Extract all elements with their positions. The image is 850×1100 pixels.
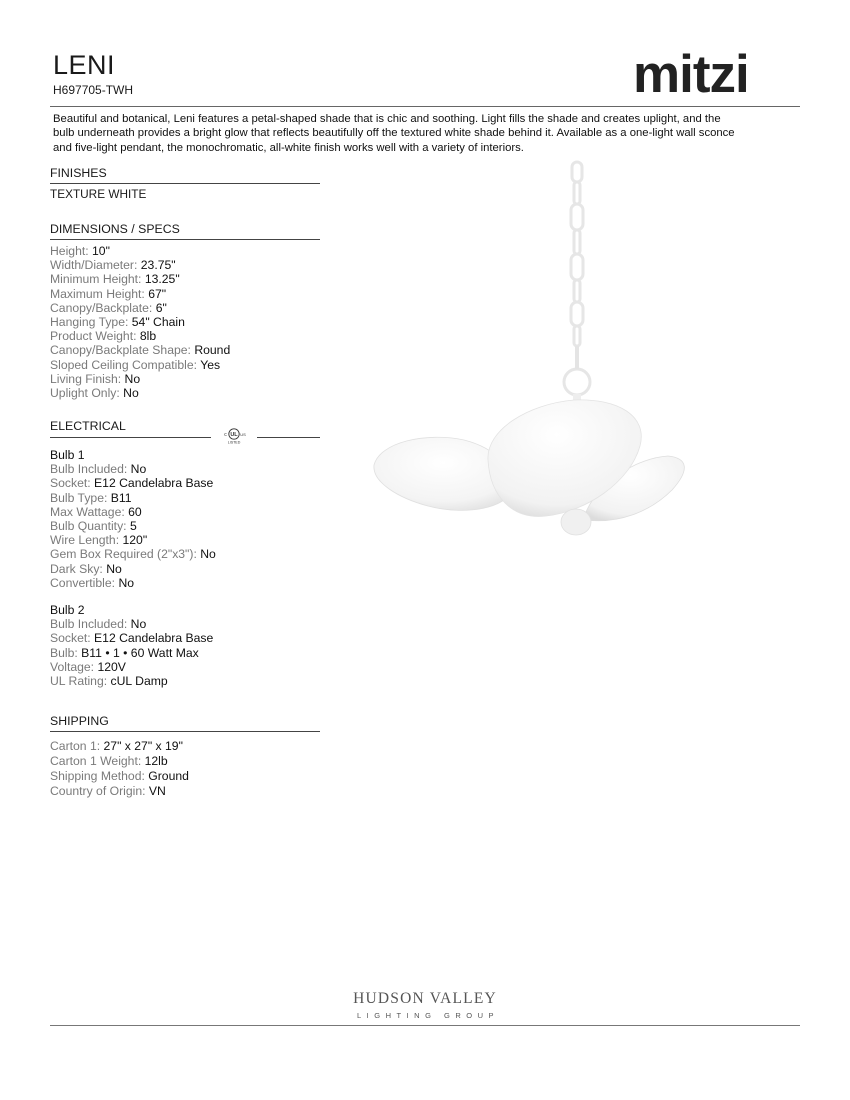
electrical-section-header: [50, 419, 320, 434]
spec-value: 6": [155, 300, 167, 315]
spec-label: Convertible:: [50, 575, 116, 590]
footer-brand-line1: HUDSON VALLEY: [353, 990, 497, 1007]
spec-row: [50, 533, 216, 547]
spec-value: 8lb: [139, 329, 157, 344]
spec-label: Bulb Type:: [50, 490, 108, 505]
description-line: Beautiful and botanical, Leni features a petal-shaped shade that is chic and soothing. Light fills the shade and creates uplight, and the: [53, 113, 721, 125]
spec-value: VN: [148, 784, 166, 798]
spec-label: Living Finish:: [50, 371, 122, 386]
spec-value: No: [124, 371, 141, 386]
spec-label: Carton 1:: [50, 739, 101, 753]
electrical-divider: [50, 437, 211, 438]
spec-value: No: [106, 561, 122, 576]
spec-value: 120": [122, 533, 148, 548]
bulb1-title: Bulb 1: [50, 448, 85, 462]
spec-label: UL Rating:: [50, 674, 108, 689]
spec-row: [50, 646, 213, 660]
spec-label: Max Wattage:: [50, 504, 125, 519]
spec-row: [50, 674, 213, 688]
electrical-title: ELECTRICAL: [50, 419, 126, 433]
spec-value: Yes: [200, 357, 221, 372]
finishes-section-header: [50, 166, 320, 184]
spec-label: Bulb Quantity:: [50, 519, 127, 534]
footer-divider: [50, 1025, 800, 1026]
finishes-title: FINISHES: [50, 166, 107, 180]
spec-label: Shipping Method:: [50, 769, 145, 783]
ul-mark-text: UL: [230, 432, 238, 439]
spec-row: [50, 329, 230, 343]
spec-value: 5: [129, 519, 137, 534]
spec-label: Socket:: [50, 476, 91, 491]
ul-listed-icon: [221, 427, 247, 445]
spec-row: [50, 739, 189, 754]
shipping-title: SHIPPING: [50, 714, 109, 728]
spec-row: [50, 547, 216, 561]
spec-value: 23.75": [140, 258, 176, 273]
product-sku: H697705-TWH: [53, 83, 134, 97]
brand-logo: mitzi: [633, 45, 749, 104]
footer-brand-line2: LIGHTING GROUP: [356, 1011, 499, 1020]
spec-value: B11 • 1 • 60 Watt Max: [81, 645, 199, 660]
spec-row: [50, 343, 230, 357]
bulb2-title: Bulb 2: [50, 603, 85, 617]
dimensions-list: [50, 244, 230, 400]
spec-label: Sloped Ceiling Compatible:: [50, 357, 198, 372]
spec-row: [50, 315, 230, 329]
spec-label: Maximum Height:: [50, 286, 145, 301]
spec-row: [50, 769, 189, 784]
spec-value: 54" Chain: [131, 315, 185, 330]
spec-label: Canopy/Backplate Shape:: [50, 343, 191, 358]
spec-row: [50, 519, 216, 533]
spec-label: Gem Box Required (2"x3"):: [50, 547, 197, 562]
pendant-light-image: [368, 160, 688, 550]
finish-value: TEXTURE WHITE: [50, 187, 147, 201]
spec-label: Height:: [50, 244, 89, 258]
spec-label: Dark Sky:: [50, 561, 103, 576]
spec-label: Bulb Included:: [50, 462, 128, 477]
spec-label: Voltage:: [50, 659, 95, 674]
spec-label: Bulb:: [50, 645, 78, 660]
spec-row: [50, 754, 189, 769]
spec-value: 120V: [97, 659, 126, 674]
finishes-divider: [50, 183, 320, 184]
spec-row: [50, 287, 230, 301]
spec-row: [50, 491, 216, 505]
spec-row: [50, 244, 230, 258]
spec-value: 67": [148, 286, 167, 301]
shipping-list: [50, 739, 189, 799]
spec-row: [50, 631, 213, 645]
bulb1-list: [50, 462, 216, 590]
spec-value: 12lb: [144, 754, 168, 768]
spec-value: No: [200, 547, 216, 562]
spec-row: [50, 505, 216, 519]
product-description: [53, 112, 798, 155]
spec-row: [50, 617, 213, 631]
spec-row: [50, 258, 230, 272]
spec-label: Product Weight:: [50, 329, 137, 344]
spec-label: Socket:: [50, 631, 91, 646]
spec-value: Ground: [148, 769, 189, 783]
ul-listed-text: LISTED: [227, 440, 241, 445]
spec-value: B11: [110, 490, 132, 505]
bulb2-group: [50, 603, 213, 688]
spec-value: cUL Damp: [110, 674, 168, 689]
spec-label: Hanging Type:: [50, 315, 129, 330]
bulb2-list: [50, 617, 213, 688]
description-line: and five-light pendant, the monochromatic, all-white finish works well with a variety of interiors.: [53, 141, 524, 154]
footer-brand-logo: [350, 990, 500, 1020]
spec-value: No: [130, 617, 147, 632]
spec-label: Width/Diameter:: [50, 258, 138, 273]
description-line: bulb underneath provides a bright glow that reflects beautifully off the textured white shade behind it. Available as a one-light wall sconce: [53, 127, 735, 140]
spec-label: Carton 1 Weight:: [50, 754, 142, 768]
ul-c-text: c: [224, 432, 227, 438]
spec-row: [50, 386, 230, 400]
spec-value: E12 Candelabra Base: [94, 631, 214, 646]
spec-row: [50, 301, 230, 315]
spec-value: 10": [92, 244, 110, 258]
spec-row: [50, 576, 216, 590]
header-divider: [50, 106, 800, 107]
spec-value: 27" x 27" x 19": [103, 739, 183, 753]
dimensions-title: DIMENSIONS / SPECS: [50, 222, 180, 236]
spec-row: [50, 476, 216, 490]
dimensions-section-header: [50, 222, 320, 240]
spec-value: No: [123, 386, 139, 401]
ul-us-text: US: [240, 432, 246, 437]
bulb1-group: [50, 448, 216, 590]
shipping-divider: [50, 731, 320, 732]
spec-row: [50, 372, 230, 386]
spec-row: [50, 358, 230, 372]
product-title: LENI: [53, 50, 116, 80]
spec-label: Canopy/Backplate:: [50, 300, 153, 315]
spec-row: [50, 660, 213, 674]
spec-value: No: [130, 462, 147, 477]
spec-value: No: [118, 575, 135, 590]
spec-label: Wire Length:: [50, 533, 120, 548]
spec-label: Bulb Included:: [50, 617, 128, 632]
spec-row: [50, 784, 189, 799]
dimensions-divider: [50, 239, 320, 240]
spec-label: Minimum Height:: [50, 272, 142, 287]
shipping-section-header: [50, 714, 320, 732]
spec-label: Country of Origin:: [50, 784, 146, 798]
spec-value: Round: [194, 343, 231, 358]
spec-value: 60: [128, 504, 142, 519]
spec-value: E12 Candelabra Base: [94, 476, 214, 491]
spec-row: [50, 272, 230, 286]
electrical-divider: [257, 437, 320, 438]
spec-row: [50, 562, 216, 576]
spec-label: Uplight Only:: [50, 386, 120, 401]
spec-value: 13.25": [144, 272, 180, 287]
spec-row: [50, 462, 216, 476]
